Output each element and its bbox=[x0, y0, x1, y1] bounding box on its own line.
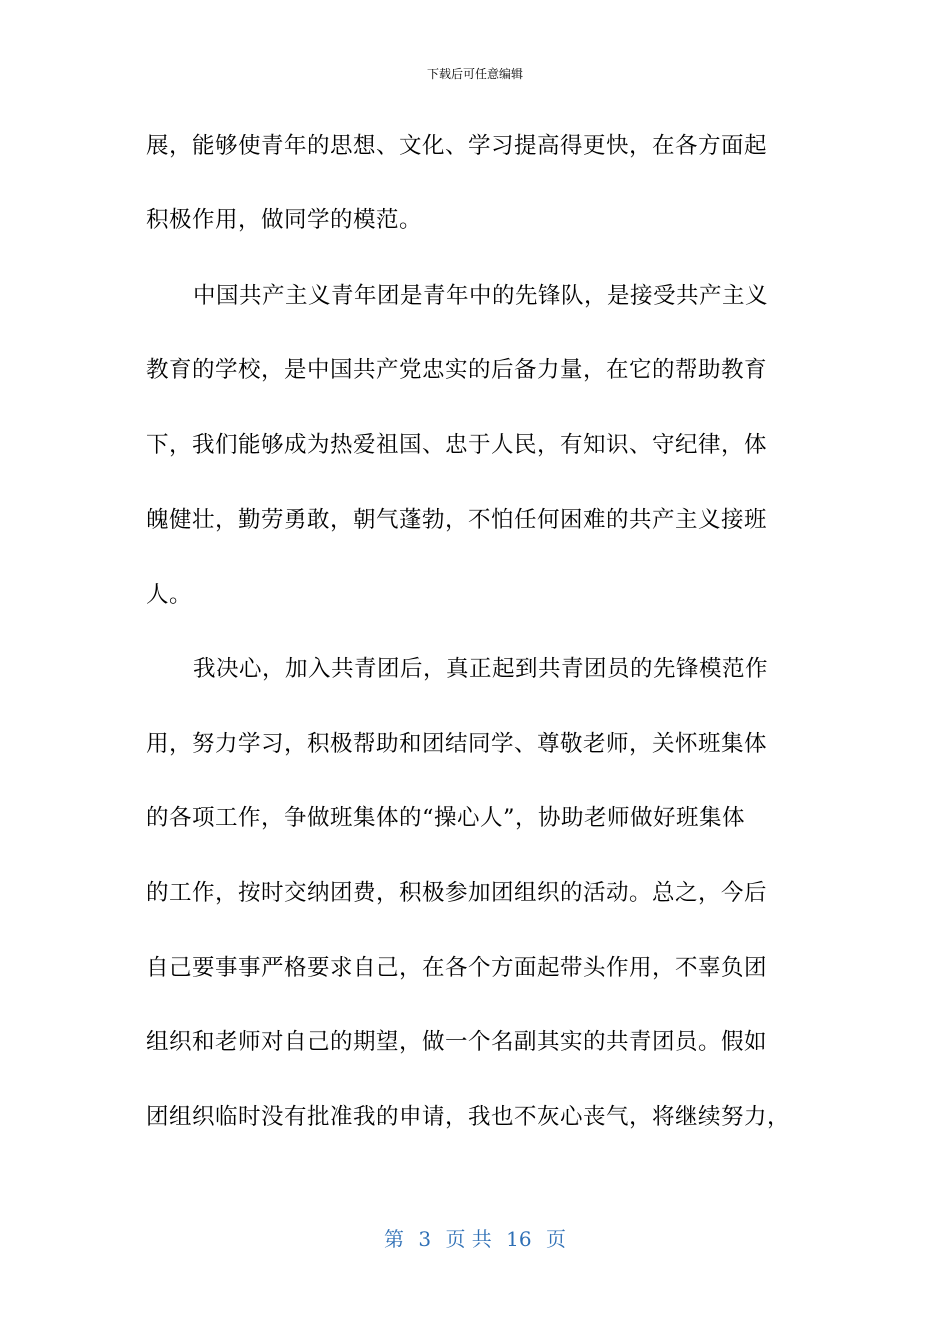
body-line: 教育的学校，是中国共产党忠实的后备力量，在它的帮助教育 bbox=[146, 357, 768, 383]
body-line: 自己要事事严格要求自己，在各个方面起带头作用，不辜负团 bbox=[146, 955, 768, 981]
body-line: 的工作，按时交纳团费，积极参加团组织的活动。总之，今后 bbox=[146, 880, 768, 906]
body-line: 下，我们能够成为热爱祖国、忠于人民，有知识、守纪律，体 bbox=[146, 432, 768, 458]
footer-middle: 页 共 bbox=[445, 1227, 492, 1251]
body-line: 人。 bbox=[146, 582, 193, 608]
body-line: 团组织临时没有批准我的申请，我也不灰心丧气，将继续努力， bbox=[146, 1104, 791, 1130]
paragraph-start-line: 我决心，加入共青团后，真正起到共青团员的先锋模范作 bbox=[193, 656, 769, 682]
footer-total-pages: 16 bbox=[506, 1227, 532, 1251]
page-number-footer bbox=[0, 1226, 950, 1252]
footer-suffix: 页 bbox=[545, 1227, 566, 1251]
body-line: 展，能够使青年的思想、文化、学习提高得更快，在各方面起 bbox=[146, 133, 768, 159]
paragraph-start-line: 中国共产主义青年团是青年中的先锋队，是接受共产主义 bbox=[193, 283, 769, 309]
footer-prefix: 第 bbox=[384, 1227, 404, 1251]
body-line: 魄健壮，勤劳勇敢，朝气蓬勃，不怕任何困难的共产主义接班 bbox=[146, 507, 768, 533]
body-line: 的各项工作，争做班集体的“操心人”，协助老师做好班集体 bbox=[146, 805, 746, 831]
page-header: 下载后可任意编辑 bbox=[426, 67, 523, 81]
body-line: 积极作用，做同学的模范。 bbox=[146, 207, 423, 233]
footer-current-page: 3 bbox=[418, 1227, 432, 1251]
body-line: 用，努力学习，积极帮助和团结同学、尊敬老师，关怀班集体 bbox=[146, 731, 768, 757]
body-line: 组织和老师对自己的期望，做一个名副其实的共青团员。假如 bbox=[146, 1029, 768, 1055]
